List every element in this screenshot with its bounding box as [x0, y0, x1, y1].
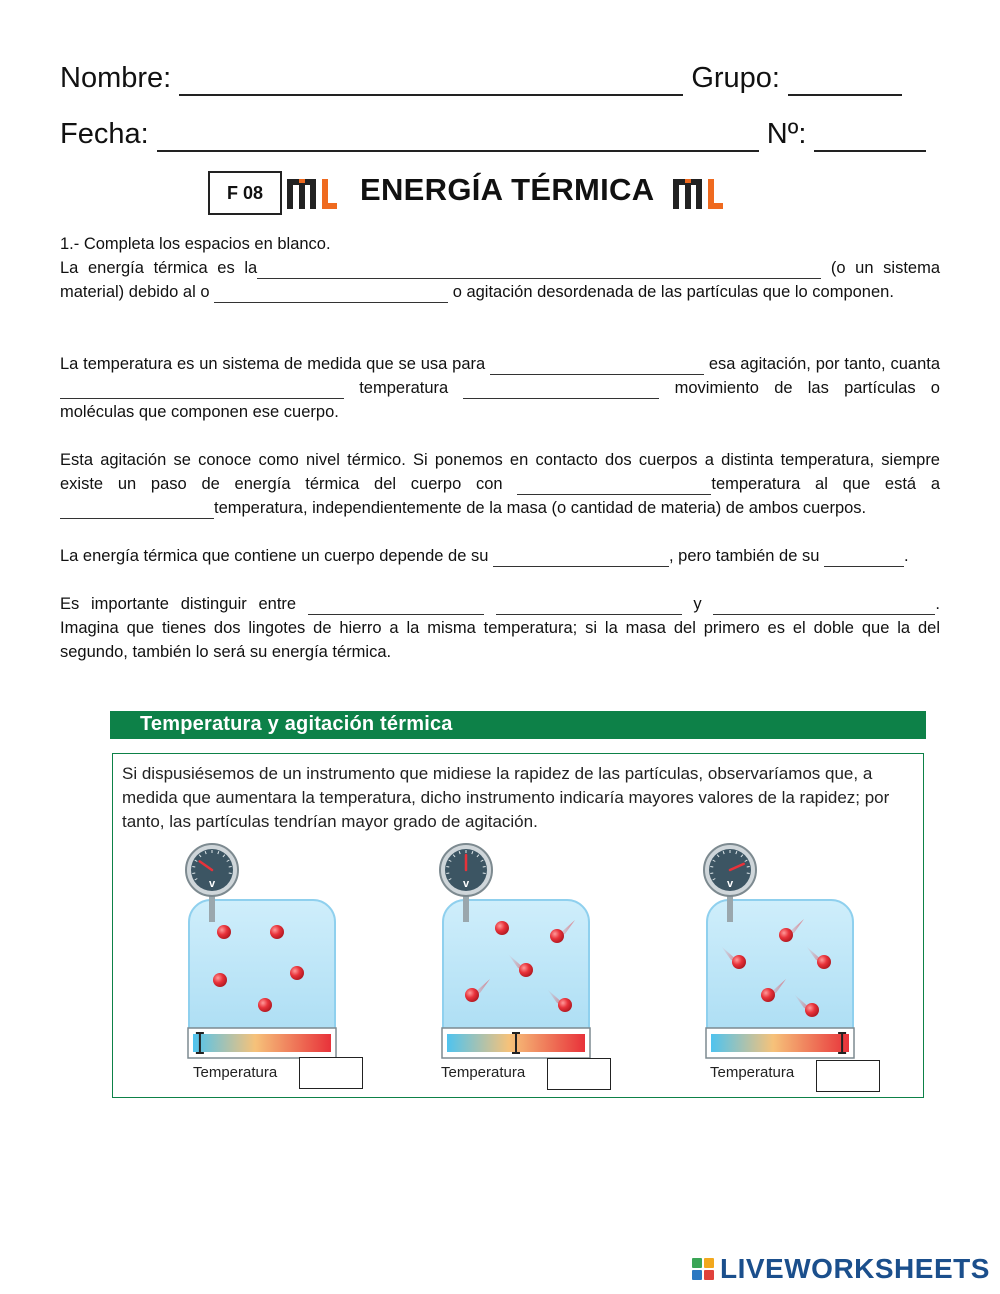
temp-answer-box-3[interactable] — [816, 1060, 880, 1092]
liveworksheets-icon — [692, 1258, 714, 1280]
liveworksheets-logo — [692, 1253, 990, 1285]
container-medium — [440, 844, 590, 1058]
page-title: ENERGÍA TÉRMICA — [360, 172, 655, 207]
particle-diagram — [112, 840, 924, 1100]
blank-1[interactable] — [257, 260, 821, 279]
date-line — [60, 118, 926, 152]
temp-label-2: Temperatura — [441, 1064, 526, 1081]
numero-input[interactable] — [814, 122, 926, 152]
p2-text-c: temperatura — [359, 379, 449, 397]
particle — [465, 988, 479, 1002]
p1-text-b: (o un sistema material) debido al o — [60, 259, 940, 301]
panel-header — [110, 711, 926, 739]
particle — [805, 1003, 819, 1017]
container-high — [704, 844, 854, 1058]
p4-text-c: . — [904, 547, 909, 565]
worksheet-code: F 08 — [208, 171, 282, 215]
exercise-heading: 1.- Completa los espacios en blanco. — [60, 235, 331, 253]
blank-11[interactable] — [496, 596, 682, 615]
temp-label-3: Temperatura — [710, 1064, 795, 1081]
panel-description: Si dispusiésemos de un instrumento que midiese la rapidez de las partículas, observaríamos que, a medida que aumentara la temperatura, dicho instrumento indicaría mayores valores de la rapidez; por tanto, las partículas tendrían mayor grado de agitación. — [122, 764, 890, 831]
p4-text-b: , pero también de su — [669, 547, 820, 565]
p5-text-b: y — [693, 595, 702, 613]
blank-10[interactable] — [308, 596, 484, 615]
fecha-label: Fecha: — [60, 118, 149, 150]
particle — [213, 973, 227, 987]
paragraph-2 — [60, 352, 940, 424]
particle — [550, 929, 564, 943]
particle — [558, 998, 572, 1012]
p1-text-a: La energía térmica es la — [60, 259, 258, 277]
grupo-input[interactable] — [788, 66, 902, 96]
blank-8[interactable] — [493, 548, 669, 567]
particle — [761, 988, 775, 1002]
blank-5[interactable] — [463, 380, 659, 399]
paragraph-4 — [60, 544, 940, 568]
nombre-label: Nombre: — [60, 62, 172, 94]
p3-text-b: temperatura al que está a — [711, 475, 940, 493]
thermometer-bar — [193, 1034, 331, 1052]
blank-7[interactable] — [60, 500, 214, 519]
particle — [290, 966, 304, 980]
blank-12[interactable] — [713, 596, 935, 615]
p2-text-b: esa agitación, por tanto, cuanta — [708, 355, 941, 373]
paragraph-1 — [60, 256, 940, 304]
particle — [817, 955, 831, 969]
blank-9[interactable] — [824, 548, 904, 567]
temp-answer-box-2[interactable] — [547, 1058, 611, 1090]
blank-6[interactable] — [517, 476, 711, 495]
nombre-input[interactable] — [179, 66, 683, 96]
gauge-label: v — [208, 878, 216, 890]
p2-text-a: La temperatura es un sistema de medida que se usa para — [60, 355, 486, 373]
paragraph-3 — [60, 448, 940, 520]
grupo-label: Grupo: — [691, 62, 780, 94]
gauge-label: v — [726, 878, 734, 890]
particle — [732, 955, 746, 969]
gauge-label: v — [462, 878, 470, 890]
particle — [258, 998, 272, 1012]
p3-text-c: temperatura, independientemente de la masa (o cantidad de materia) de ambos cuerpos. — [214, 499, 867, 517]
blank-4[interactable] — [60, 380, 344, 399]
p2-text-d: movimiento de las partículas o moléculas que componen ese cuerpo. — [60, 379, 940, 421]
ml-logo-left — [286, 176, 338, 210]
container-low — [186, 844, 336, 1058]
particle — [779, 928, 793, 942]
blank-2[interactable] — [214, 284, 448, 303]
p1-text-c: o agitación desordenada de las partículas que lo componen. — [452, 283, 894, 301]
ml-logo-right — [672, 176, 724, 210]
numero-label: Nº: — [766, 118, 807, 150]
brand-name: LIVEWORKSHEETS — [720, 1253, 990, 1284]
exercise-block — [60, 232, 940, 304]
particle — [270, 925, 284, 939]
p5-text-a: Es importante distinguir entre — [60, 595, 297, 613]
temp-answer-box-1[interactable] — [299, 1057, 363, 1089]
p3-text-a: Esta agitación se conoce como nivel térmico. Si ponemos en contacto dos cuerpos a distinta temperatura, siempre existe un paso de energía térmica del cuerpo con — [60, 451, 940, 493]
particle — [217, 925, 231, 939]
name-line — [60, 62, 902, 96]
particle — [519, 963, 533, 977]
paragraph-5 — [60, 592, 940, 664]
particle — [495, 921, 509, 935]
panel-title: Temperatura y agitación térmica — [140, 713, 453, 735]
p5-text-c: . Imagina que tienes dos lingotes de hierro a la misma temperatura; si la masa del primero es el doble que la del segundo, también lo será su energía térmica. — [60, 595, 941, 661]
p4-text-a: La energía térmica que contiene un cuerpo depende de su — [60, 547, 489, 565]
thermometer-bar — [711, 1034, 849, 1052]
blank-3[interactable] — [490, 356, 704, 375]
fecha-input[interactable] — [157, 122, 759, 152]
temp-label-1: Temperatura — [193, 1064, 278, 1081]
